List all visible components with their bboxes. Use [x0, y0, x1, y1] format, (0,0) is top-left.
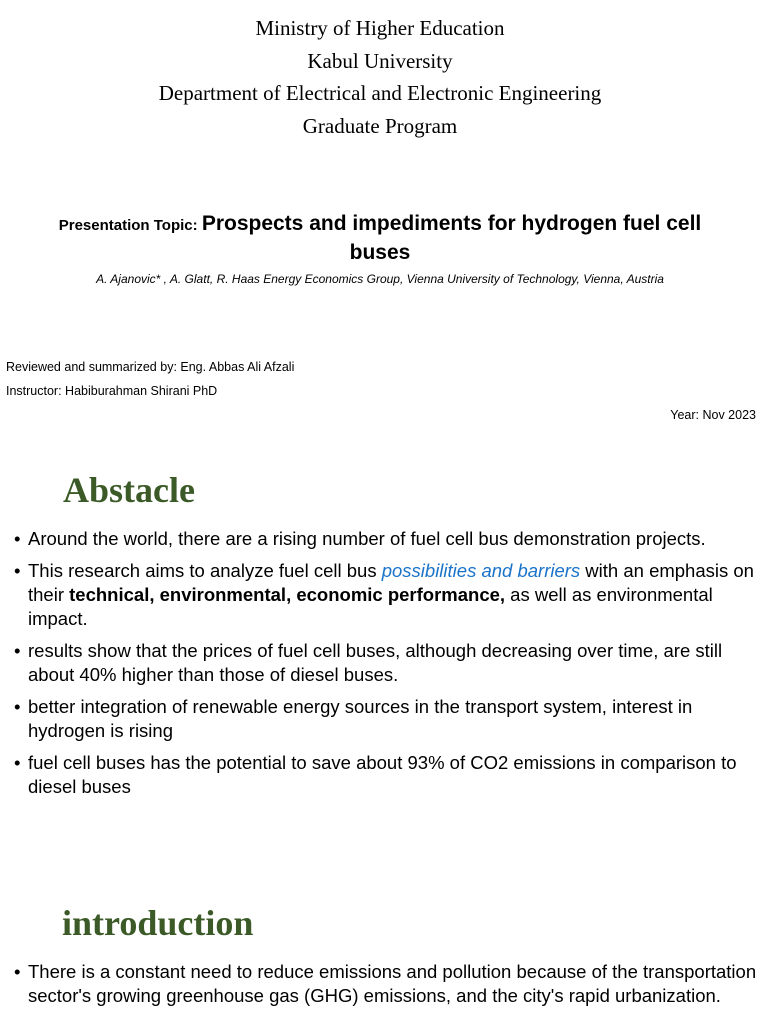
department-name: Department of Electrical and Electronic Engineering: [158, 81, 602, 105]
list-item: [14, 960, 766, 1008]
bullet-icon: •: [14, 752, 21, 773]
bullet-icon: •: [14, 528, 21, 549]
list-item: [14, 527, 766, 551]
program-name: Graduate Program: [302, 114, 458, 138]
bullet-text: Around the world, there are a rising number of fuel cell bus demonstration projects.: [28, 528, 706, 549]
presentation-topic: [30, 210, 730, 268]
list-item: [14, 751, 766, 799]
bold-phrase: technical, environmental, economic performance,: [69, 584, 506, 605]
topic-prefix: Presentation Topic:: [58, 217, 202, 234]
topic-title: Prospects and impediments for hydrogen fuel cell buses: [201, 212, 702, 264]
bullet-text: results show that the prices of fuel cell buses, although decreasing over time, are still about 40% higher than those of diesel buses.: [28, 640, 723, 685]
authors-line: A. Ajanovic* , A. Glatt, R. Haas Energy Economics Group, Vienna University of Technology, Vienna, Austria: [96, 272, 664, 286]
bullet-text: There is a constant need to reduce emissions and pollution because of the transportation sector's growing greenhouse gas (GHG) emissions, and the city's rapid urbanization.: [28, 961, 757, 1006]
bullet-text: fuel cell buses has the potential to save about 93% of CO2 emissions in comparison to diesel buses: [28, 752, 737, 797]
presentation-year: Year: Nov 2023: [670, 408, 756, 422]
ministry-name: Ministry of Higher Education: [255, 16, 505, 40]
list-item: [14, 695, 766, 743]
introduction-bullet-list: [14, 960, 766, 1016]
abstract-bullet-list: [14, 527, 766, 807]
introduction-heading: introduction: [62, 903, 254, 943]
bullet-icon: •: [14, 696, 21, 717]
highlighted-phrase: possibilities and barriers: [381, 560, 581, 581]
bullet-icon: •: [14, 560, 21, 581]
abstract-heading: Abstacle: [63, 470, 195, 510]
instructor: Instructor: Habiburahman Shirani PhD: [6, 384, 218, 398]
bullet-text: with an emphasis on their: [28, 560, 754, 605]
bullet-text: This research aims to analyze fuel cell bus: [28, 560, 382, 581]
reviewed-by: Reviewed and summarized by: Eng. Abbas Ali Afzali: [6, 360, 295, 374]
bullet-icon: •: [14, 961, 21, 982]
list-item: [14, 559, 766, 631]
bullet-icon: •: [14, 640, 21, 661]
list-item: [14, 639, 766, 687]
university-name: Kabul University: [307, 49, 453, 73]
title-slide: [0, 0, 768, 440]
bullet-text: better integration of renewable energy sources in the transport system, interest in hydrogen is rising: [28, 696, 693, 741]
bullet-text: as well as environmental impact.: [28, 584, 713, 629]
